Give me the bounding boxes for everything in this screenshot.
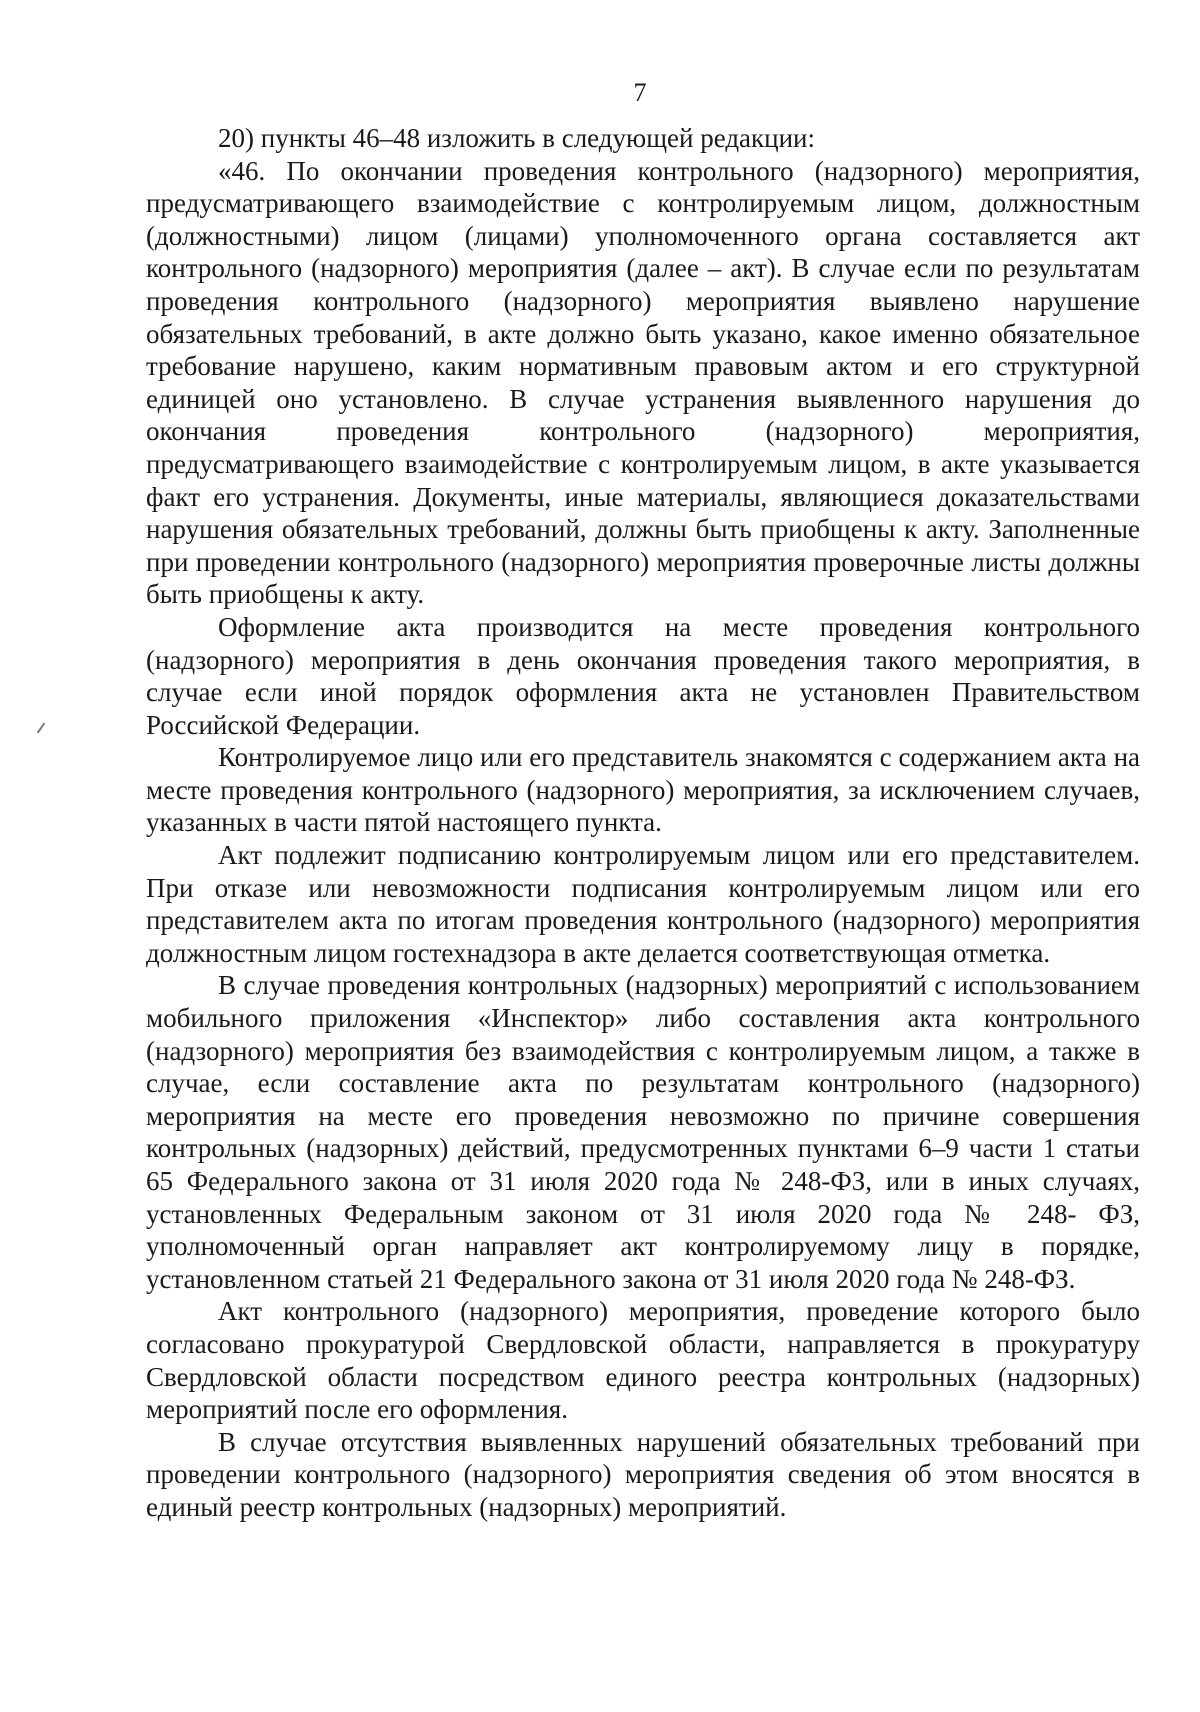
scan-mark [37, 723, 46, 734]
paragraph-46-act-drafting: «46. По окончании проведения контрольного (надзорного) мероприятия, предусматривающего взаимодействие с контролируемым лицом, должностным (должностными) лицом (лицами) уполномоченного органа составляется акт контрольного (надзорного) мероприятия (далее – акт). В случае если по результатам проведения контрольного (надзорного) мероприятия выявлено нарушение обязательных требований, в акте должно быть указано, какое именно обязательное требование нарушено, каким нормативным правовым актом и его структурной единицей оно установлено. В случае устранения выявленного нарушения до окончания проведения контрольного (надзорного) мероприятия, предусматривающего взаимодействие с контролируемым лицом, в акте указывается факт его устранения. Документы, иные материалы, являющиеся доказательствами нарушения обязательных требований, должны быть приобщены к акту. Заполненные при проведении контрольного (надзорного) мероприятия проверочные листы должны быть приобщены к акту. [146, 155, 1140, 610]
paragraph-familiarization: Контролируемое лицо или его представитель знакомятся с содержанием акта на месте проведения контрольного (надзорного) мероприятия, за исключением случаев, указанных в части пятой настоящего пункта. [146, 742, 1140, 838]
paragraph-amendment-intro: 20) пункты 46–48 изложить в следующей редакции: [218, 123, 816, 153]
paragraph-signing: Акт подлежит подписанию контролируемым лицом или его представителем. При отказе или невозможности подписания контролируемым лицом или его представителем акта по итогам проведения контрольного (надзорного) мероприятия должностным лицом гостехнадзора в акте делается соответствующая отметка. [146, 840, 1140, 968]
page-number: 7 [633, 78, 647, 107]
paragraph-prosecutor-registry: Акт контрольного (надзорного) мероприятия, проведение которого было согласовано прокуратурой Свердловской области, направляется в прокуратуру Свердловской области посредством единого реестра контрольных (надзорных) мероприятий после его оформления. [146, 1296, 1140, 1425]
paragraph-act-execution: Оформление акта производится на месте проведения контрольного (надзорного) мероприятия в день окончания проведения такого мероприятия, в случае если иной порядок оформления акта не установлен Правительством Российской Федерации. [146, 611, 1140, 740]
paragraph-no-violations: В случае отсутствия выявленных нарушений обязательных требований при проведении контрольного (надзорного) мероприятия сведения об этом вносятся в единый реестр контрольных (надзорных) мероприятий. [146, 1426, 1140, 1522]
document-body [146, 122, 1140, 1524]
paragraph-act-sending: В случае проведения контрольных (надзорных) мероприятий с использованием мобильного приложения «Инспектор» либо составления акта контрольного (надзорного) мероприятия без взаимодействия с контролируемым лицом, а также в случае, если составление акта по результатам контрольного (надзорного) мероприятия на месте его проведения невозможно по причине совершения контрольных (надзорных) действий, предусмотренных пунктами 6–9 части 1 статьи 65 Федерального закона от 31 июля 2020 года № 248-ФЗ, или в иных случаях, установленных Федеральным законом от 31 июля 2020 года № 248- ФЗ, уполномоченный орган направляет акт контролируемому лицу в порядке, установленном статьей 21 Федерального закона от 31 июля 2020 года № 248-ФЗ. [146, 970, 1140, 1294]
